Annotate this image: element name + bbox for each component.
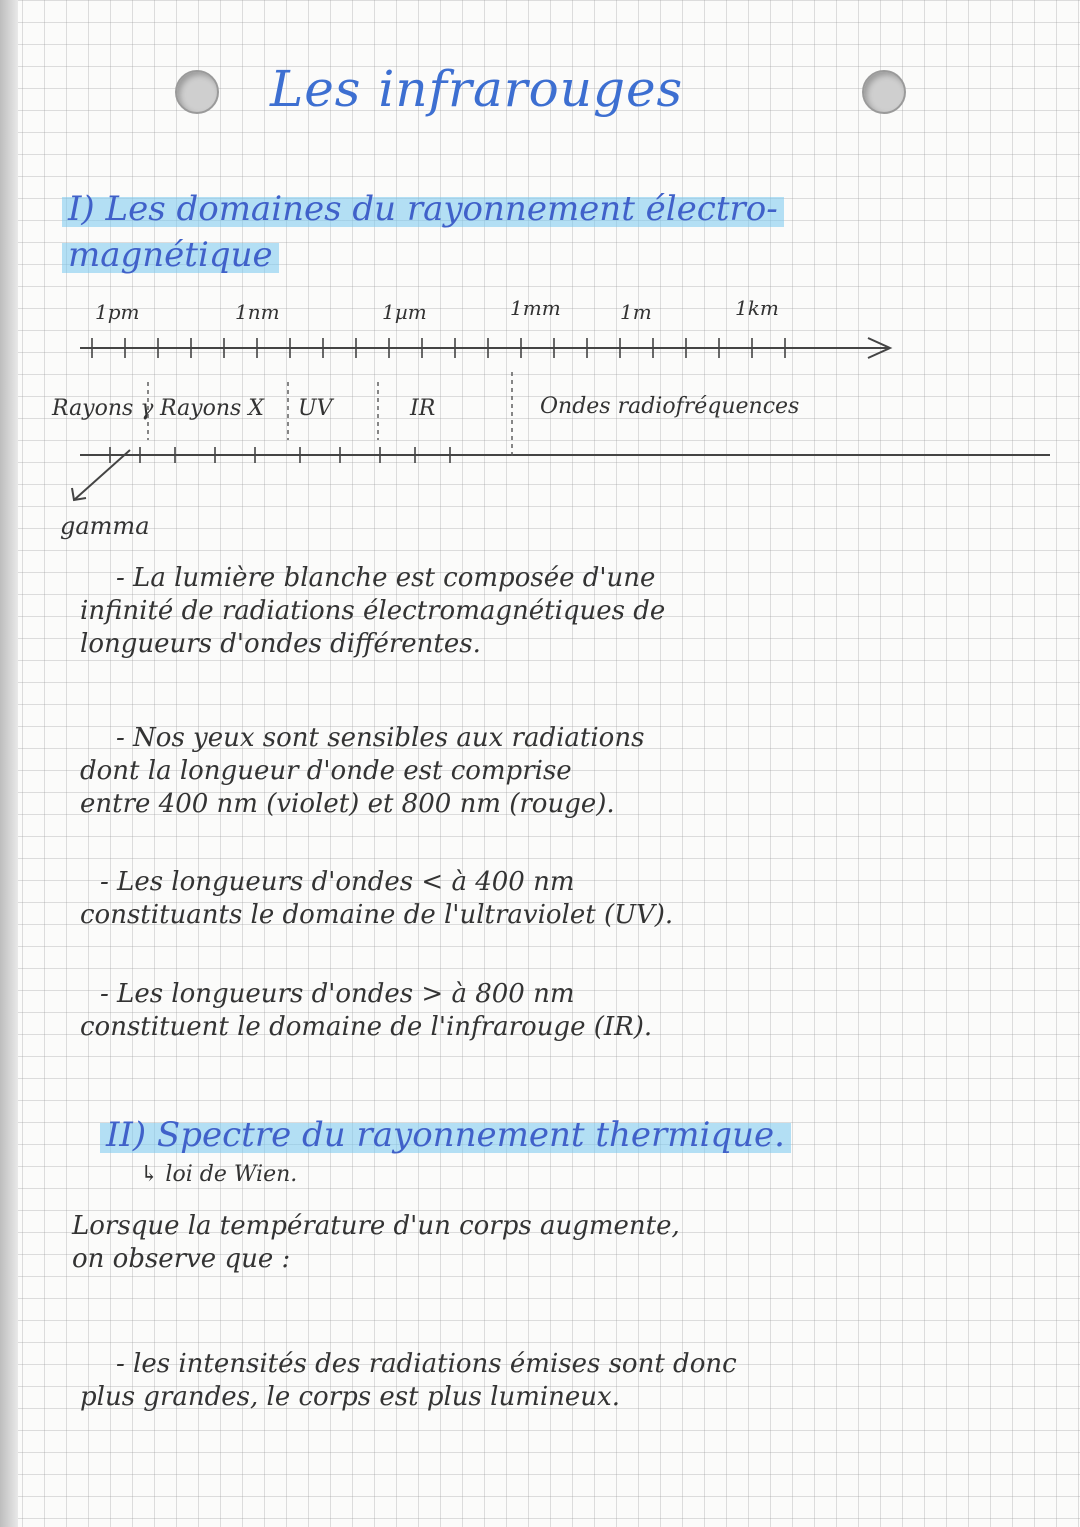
paragraph-line: - La lumière blanche est composée d'une xyxy=(116,563,656,593)
scale-label-1pm: 1pm xyxy=(95,300,140,324)
paragraph-line: dont la longueur d'onde est comprise xyxy=(80,756,572,786)
section1-heading-line2: magnétique xyxy=(62,235,279,275)
section2-heading-text: II) Spectre du rayonnement thermique. xyxy=(100,1115,791,1155)
paragraph-line: - les intensités des radiations émises sont donc xyxy=(116,1349,737,1379)
scale-label-1km: 1km xyxy=(735,296,779,320)
paragraph-line: constituent le domaine de l'infrarouge (IR). xyxy=(80,1012,653,1042)
region-radio: Ondes radiofréquences xyxy=(540,394,800,419)
page-title: Les infrarouges xyxy=(270,60,684,118)
paragraph-line: longueurs d'ondes différentes. xyxy=(80,629,481,659)
scale-label-1nm: 1nm xyxy=(235,300,280,324)
paragraph-line: - Les longueurs d'ondes > à 800 nm xyxy=(100,979,575,1009)
region-gamma: Rayons γ xyxy=(52,396,154,421)
region-ir: IR xyxy=(410,396,436,421)
section2-intro xyxy=(72,1210,1032,1276)
region-uv: UV xyxy=(298,396,333,421)
paragraph-line: Lorsque la température d'un corps augmente, xyxy=(72,1211,680,1241)
paragraph-line: - Les longueurs d'ondes < à 400 nm xyxy=(100,867,575,897)
paragraph-uv xyxy=(80,866,1040,932)
gamma-note: gamma xyxy=(60,512,150,540)
paragraph-line: infinité de radiations électromagnétiques de xyxy=(80,596,666,626)
paragraph-line: plus grandes, le corps est plus lumineux. xyxy=(80,1382,620,1412)
spectrum-diagram xyxy=(0,0,1080,540)
paragraph-line: - Nos yeux sont sensibles aux radiations xyxy=(116,723,645,753)
section2-heading xyxy=(100,1112,791,1158)
paragraph-line: on observe que : xyxy=(72,1244,291,1274)
paragraph-white-light xyxy=(80,562,1040,661)
scale-label-1m: 1m xyxy=(620,300,652,324)
section2-bullet xyxy=(80,1348,1040,1414)
scale-label-1um: 1µm xyxy=(382,300,427,324)
paragraph-line: constituants le domaine de l'ultraviolet (UV). xyxy=(80,900,674,930)
gamma-pointer-arrow xyxy=(72,450,130,500)
paragraph-line: entre 400 nm (violet) et 800 nm (rouge). xyxy=(80,789,615,819)
scale-label-1mm: 1mm xyxy=(510,296,561,320)
region-xrays: Rayons X xyxy=(160,396,264,421)
paragraph-eyes xyxy=(80,722,1040,821)
wien-law-note: ↳ loi de Wien. xyxy=(140,1162,298,1187)
paragraph-ir xyxy=(80,978,1040,1044)
section1-heading-line1: I) Les domaines du rayonnement électro- xyxy=(62,189,784,229)
